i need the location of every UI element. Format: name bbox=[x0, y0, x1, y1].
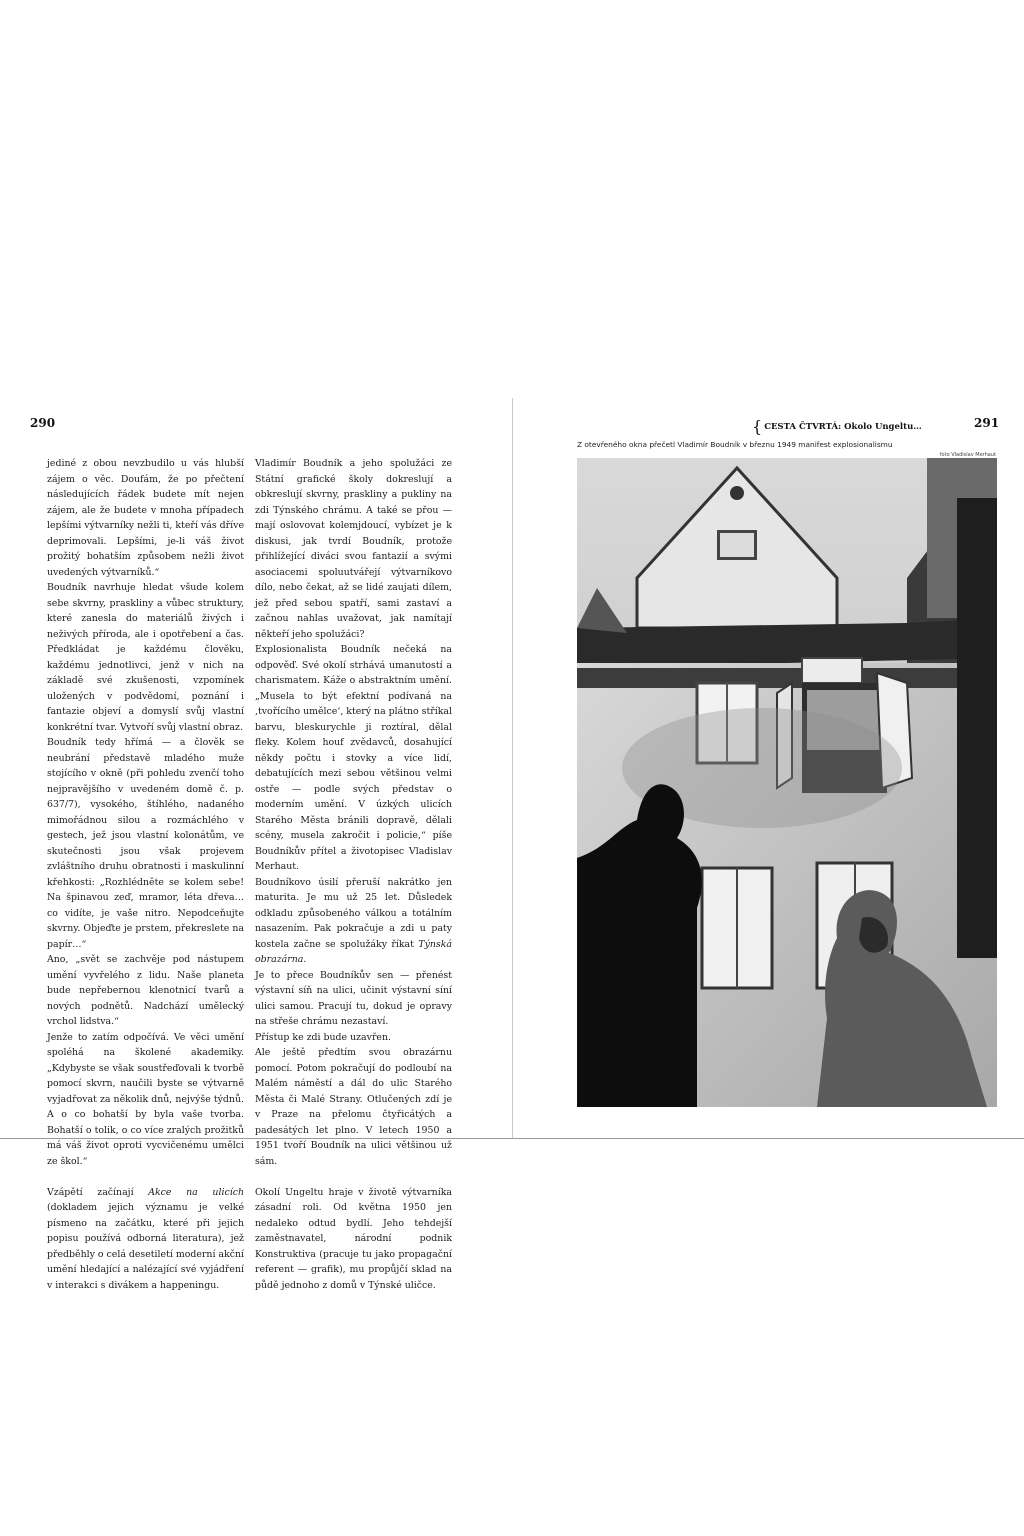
text-run: . bbox=[303, 954, 307, 965]
italic-title: Týnská obrazárna bbox=[255, 938, 452, 965]
running-head bbox=[752, 417, 962, 436]
paragraph: Přístup ke zdi bude uzavřen. bbox=[255, 1031, 391, 1043]
photograph bbox=[577, 458, 997, 1107]
text-run: Vzápětí začínají bbox=[47, 1186, 149, 1198]
paragraph bbox=[255, 875, 452, 968]
photo-credit: foto Vladislav Merhaut bbox=[939, 452, 996, 458]
italic-title: Akce na ulicích bbox=[148, 1186, 244, 1198]
paragraph: Ano, „svět se zachvěje pod nástupem umění vyvřelého z lidu. Naše planeta bude nepřebernou klenotnicí tvarů a nových podnětů. Nadchází umělecký vrchol lidstva.“ bbox=[47, 954, 244, 1027]
chapter-title: Okolo Ungeltu… bbox=[841, 422, 922, 432]
middle-column bbox=[255, 456, 452, 1293]
left-column bbox=[47, 456, 244, 1293]
page-gutter bbox=[512, 398, 513, 1138]
paragraph: jediné z obou nevzbudilo u vás hlubší zájem o věc. Doufám, že po přečtení následujících řádek budete mít nejen zájem, ale že budete v mnoha případech lepšími výtvarníky nežli ti, kteří vás dříve deprimovali. Lepšími, je-li váš život prožitý bohatším způsobem nežli život uvedených výtvarníků.“ bbox=[47, 458, 244, 578]
chapter-label: CESTA ČTVRTÁ: bbox=[764, 422, 842, 432]
paragraph: Je to přece Boudníkův sen — přenést výstavní síň na ulici, učinit výstavní síní ulici samou. Pracují tu, dokud je opravy na střeše chrámu nezastaví. bbox=[255, 969, 452, 1027]
page-number-left: 290 bbox=[30, 416, 56, 430]
text-run: (dokladem jejich významu je velké písmeno na začátku, které při jejich popisu používá odborná literatura), jež předběhly o celá desetiletí moderní akční umění hledající a nalézající své vyjádření v interakci s divákem a happeningu. bbox=[47, 1202, 244, 1291]
paragraph: Vladimír Boudník a jeho spolužáci ze Státní grafické školy dokreslují a obkreslují skvrny, praskliny a pukliny na zdi Týnského chrámu. A také se přou — mají oslovovat kolemjdoucí, vybízet je k diskusi, jak tvrdí Boudník, protože přihlížející diváci svou fantazií a svými asociacemi spoluutvářejí výtvarníkovo dílo, nebo čekat, až se lidé zaujati dílem, jež před sebou spatří, sami zastaví a začnou nahlas uvažovat, jak namítají někteří jeho spolužáci? bbox=[255, 458, 452, 640]
photo-caption: Z otevřeného okna přečetl Vladimír Boudník v březnu 1949 manifest explosionalismu bbox=[577, 440, 893, 449]
page-number-right: 291 bbox=[974, 416, 1000, 430]
paragraph: Boudník navrhuje hledat všude kolem sebe skvrny, praskliny a vůbec struktury, které zanesla do materiálů živých i neživých příroda, ale i opotřebení a čas. Předkládat je každému člověku, každému jednotlivci, jenž v nich na základě své zkušenosti, vzpomínek uložených v podvědomí, poznání i fantazie objeví a domyslí svůj vlastní konkrétní tvar. Vytvoří svůj vlastní obraz. bbox=[47, 582, 244, 733]
paragraph: Jenže to zatím odpočívá. Ve věci umění spoléhá na školené akademiky. „Kdybyste se však soustřeďovali k tvorbě pomocí skvrn, naučili byste se výtvarně vyjadřovat za několik dnů, nejvýše týdnů. A o co bohatší by byla vaše tvorba. Bohatší o tolik, o co více zralých prožitků má váš život oproti vycvičenému umělci ze škol.“ bbox=[47, 1031, 244, 1167]
paragraph: Ale ještě předtím svou obrazárnu pomocí. Potom pokračují do podloubí na Malém náměstí a dál do ulic Starého Města či Malé Strany. Otlučených zdí je v Praze na přelomu čtyřicátých a padesátých let plno. V letech 1950 a 1951 tvoří Boudník na ulici většinou už sám. bbox=[255, 1047, 452, 1167]
photo-illustration bbox=[577, 458, 997, 1107]
paragraph: Boudník tedy hřímá — a člověk se neubrání představě mladého muže stojícího v okně (při pohledu zvenčí toho nejpravějšího v uvedeném domě č. p. 637/7), vysokého, štíhlého, nadaného mimořádnou silou a rozmáchlého v gestech, jež jsou vlastní kolonátům, ve skutečnosti jsou však projevem zvláštního druhu obratnosti i maskulinní křehkosti: „Rozhlédněte se kolem sebe! Na špinavou zeď, mramor, léta dřeva… co vidíte, je vaše nitro. Nepodceňujte skvrny. Objeďte je prstem, překreslete na papír…“ bbox=[47, 737, 244, 950]
paragraph: Okolí Ungeltu hraje v životě výtvarníka zásadní roli. Od května 1950 jen nedaleko odtud bydlí. Jeho tehdejší zaměstnavatel, národní podnik Konstruktiva (pracuje tu jako propagační referent — grafik), mu propůjčí sklad na půdě jednoho z domů v Týnské uličce. bbox=[255, 1186, 452, 1291]
brace-ornament: { bbox=[752, 417, 763, 436]
paragraph bbox=[47, 1185, 244, 1294]
text-run: Boudníkovo úsilí přeruší nakrátko jen maturita. Je mu už 25 let. Důsledek odkladu způsobeného válkou a totálním nasazením. Pak pokračuje a zdi u paty kostela začne se spolužáky říkat bbox=[255, 876, 452, 950]
paragraph: Explosionalista Boudník nečeká na odpověď. Své okolí strhává umanutostí a charismatem. Káže o abstraktním umění. „Musela to být efektní podívaná na ‚tvořícího umělce‘, který na plátno stříkal barvu, bleskurychle ji roztíral, dělal fleky. Kolem houf zvědavců, dosahující někdy počtu i stovky a více lidí, debatujících mezi sebou většinou velmi ostře — podle svých představ o moderním umění. V úzkých ulicích Starého Města bránili dopravě, dělali scény, musela zakročit i policie,“ píše Boudníkův přítel a životopisec Vladislav Merhaut. bbox=[255, 644, 452, 872]
